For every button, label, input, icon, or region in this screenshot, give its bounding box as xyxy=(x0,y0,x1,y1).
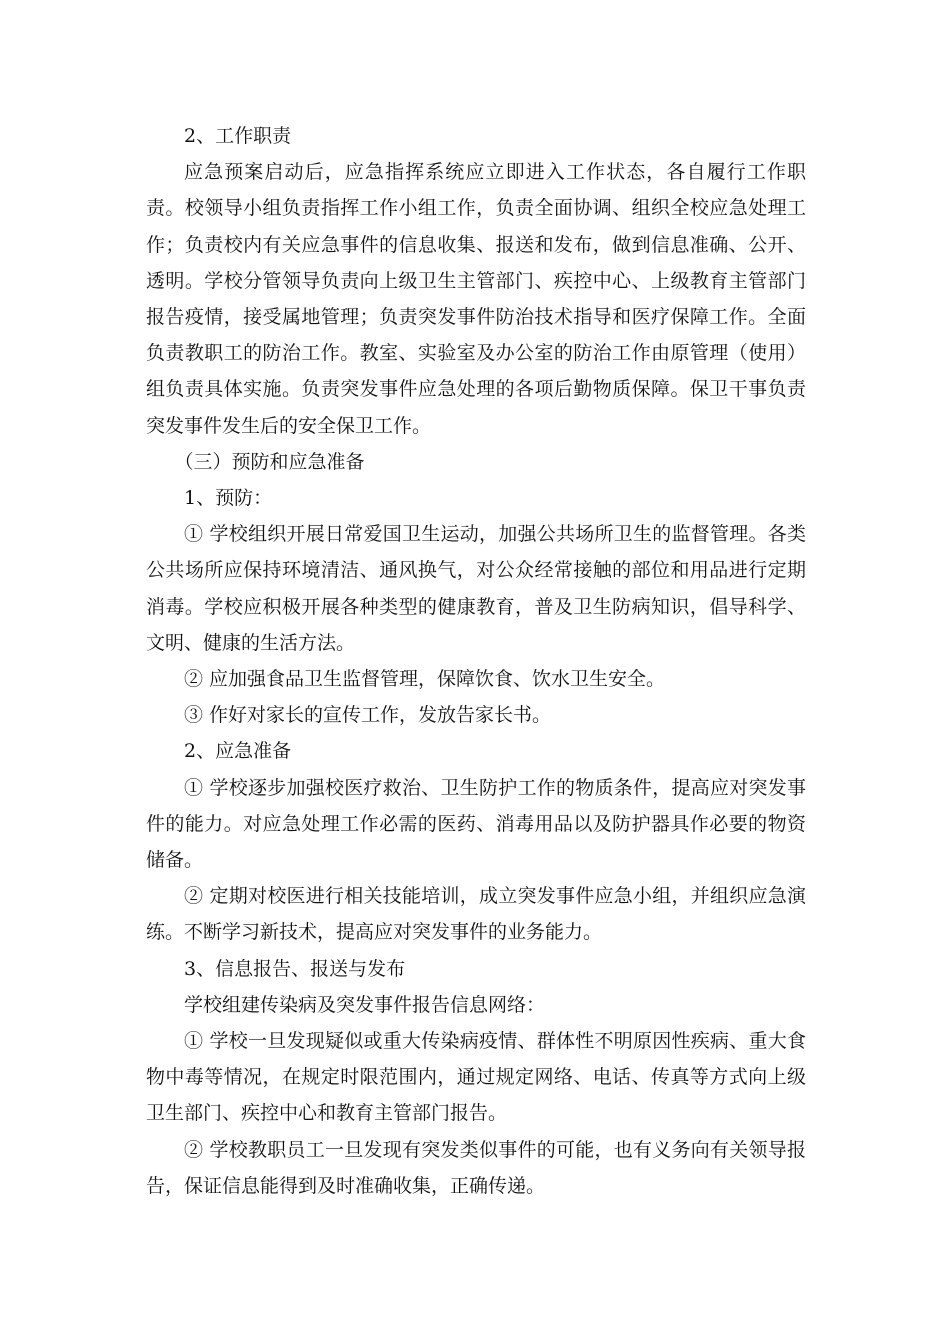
section-heading-duties: 2、工作职责 xyxy=(184,125,292,147)
paragraph-prevention-1: ① 学校组织开展日常爱国卫生运动，加强公共场所卫生的监督管理。各类公共场所应保持环境清洁、通风换气，对公众经常接触的部位和用品进行定期消毒。学校应积极开展各种类型的健康教育，普及卫生防病知识，倡导科学、文明、健康的生活方法。 xyxy=(146,523,806,654)
section-heading-reporting: 3、信息报告、报送与发布 xyxy=(184,957,406,980)
paragraph-preparation-2: ② 定期对校医进行相关技能培训，成立突发事件应急小组，并组织应急演练。不断学习新技术，提高应对突发事件的业务能力。 xyxy=(146,885,806,944)
paragraph-preparation-1: ① 学校逐步加强校医疗救治、卫生防护工作的物质条件，提高应对突发事件的能力。对应急处理工作必需的医药、消毒用品以及防护器具作必要的物资储备。 xyxy=(146,776,806,872)
paragraph-duties: 应急预案启动后，应急指挥系统应立即进入工作状态，各自履行工作职责。校领导小组负责指挥工作小组工作，负责全面协调、组织全校应急处理工作；负责校内有关应急事件的信息收集、报送和发布，做到信息准确、公开、透明。学校分管领导负责向上级卫生主管部门、疾控中心、上级教育主管部门报告疫情，接受属地管理；负责突发事件防治技术指导和医疗保障工作。全面负责教职工的防治工作。教室、实验室及办公室的防治工作由原管理（使用）组负责具体实施。负责突发事件应急处理的各项后勤物质保障。保卫干事负责突发事件发生后的安全保卫工作。 xyxy=(146,161,806,437)
section-heading-emergency-preparation: 2、应急准备 xyxy=(184,740,292,763)
document-body xyxy=(146,118,806,1204)
paragraph-prevention-2: ② 应加强食品卫生监督管理，保障饮食、饮水卫生安全。 xyxy=(184,668,666,691)
paragraph-reporting-2: ② 学校教职员工一旦发现有突发类似事件的可能，也有义务向有关领导报告，保证信息能得到及时准确收集，正确传递。 xyxy=(146,1138,806,1197)
section-heading-prevention: 1、预防： xyxy=(184,487,273,510)
paragraph-prevention-3: ③ 作好对家长的宣传工作，发放告家长书。 xyxy=(184,704,552,727)
paragraph-reporting-1: ① 学校一旦发现疑似或重大传染病疫情、群体性不明原因性疾病、重大食物中毒等情况，在规定时限范围内，通过规定网络、电话、传真等方式向上级卫生部门、疾控中心和教育主管部门报告。 xyxy=(146,1030,806,1125)
paragraph-reporting-intro: 学校组建传染病及突发事件报告信息网络： xyxy=(184,993,546,1016)
section-heading-prevention-preparation: （三）预防和应急准备 xyxy=(174,450,365,473)
